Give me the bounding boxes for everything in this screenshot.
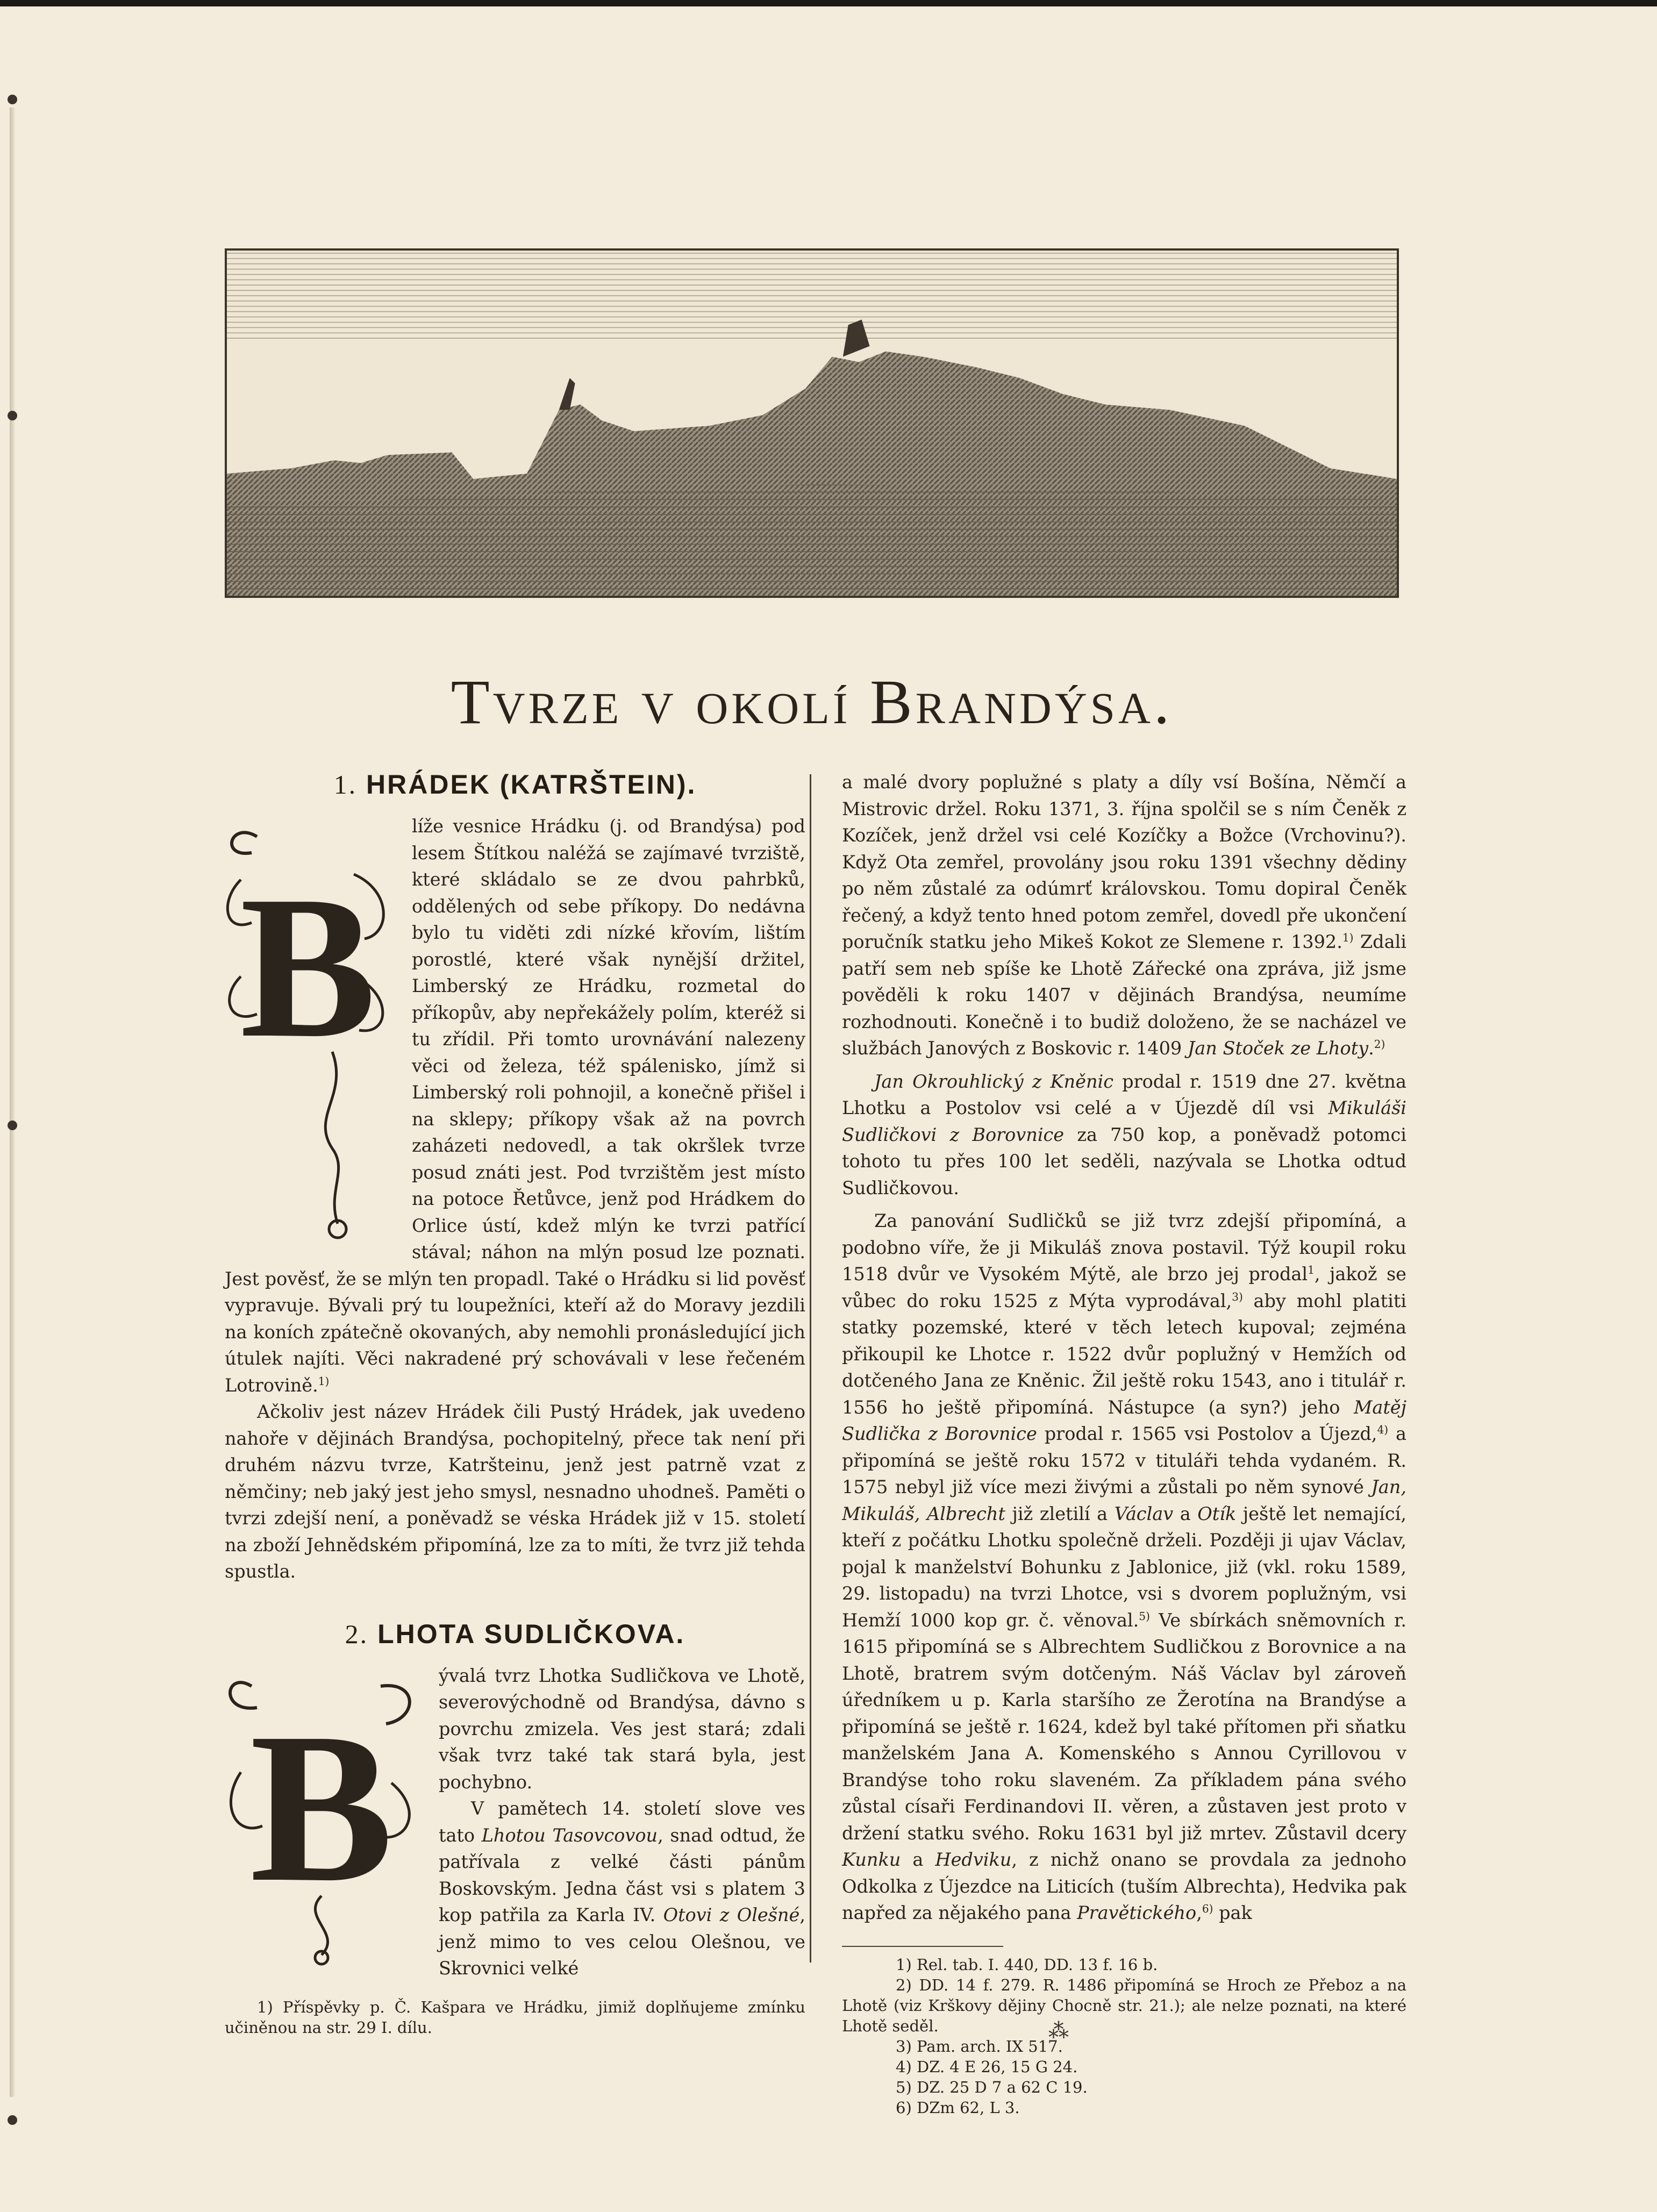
column-divider [810,774,811,1963]
footnote: 5) DZ. 25 D 7 a 62 C 19. [896,2078,1088,2096]
right-paragraph-1: a malé dvory poplužné s platy a díly vsí Bošína, Němčí a Mistrovic držel. Roku 1371, 3. října spolčil se s ním Čeněk z Kozíček, jenž držel vsi celé Kozíčky a Božce (Vrchovinu?). Když Ota zemřel, provolány jsou roku 1391 všechny dědiny po něm zůstalé za odúmrť královskou. Tomu dopiral Čeněk řečený, a když tento hned potom zemřel, dovedl pře ukončení poručník statku jeho Mikeš Kokot ze Slemene r. 1392.$^{1)}$ Zdali patří sem neb spíše ke Lhotě Zářecké ona zpráva, již jsme pověděli k roku 1407 v dějinách Brandýsa, neumíme rozhodnouti. Konečně i to budiž doloženo, že se nacházel ve službách Janových z Boskovic r. 1409 Jan Stoček ze Lhoty.$^{2)}$ [842,772,1406,1059]
castle-ruins-engraving [225,248,1399,598]
dropcap-section-1 [219,815,397,1240]
binding-hole [8,95,17,104]
right-footnotes [842,1954,1406,2118]
footnote: 4) DZ. 4 E 26, 15 G 24. [896,2057,1078,2076]
section-1-paragraph-1: líže vesnice Hrádku (j. od Brandýsa) pod lesem Štítkou naléžá se zajímavé tvrziště, které skládalo se ze dvou pahrbků, oddělených od sebe příkopy. Do nedávna bylo tu viděti zdi nízké křovím, lištím porostlé, které však nynější držitel, Limberský ze Hrádku, rozmetal do příkopův, aby nepřekážely polím, kteréž si tu zřídil. Při tomto urovnávání nalezeny věci od železa, též spálenisko, jímž si Limberský roli pohnojil, a konečně přišel i na sklepy; příkopy však až na povrch zaházeti nedovedl, a tak okršlek tvrze posud znáti jest. Pod tvrzištěm jest místo na potoce Řetůvce, jenž pod Hrádkem do Orlice ústí, kdež mlýn ke tvrzi patřící stával; náhon na mlýn posud lze poznati. Jest pověsť, že se mlýn ten propadl. Také o Hrádku si lid pověsť vypravuje. Bývali prý tu loupežníci, kteří až do Moravy jezdili na koních zpátečně okovaných, aby nemohli pronásledující jich útulek najíti. Věci nakradené prý schovávali v lese řečeném Lotrovině.$^{1)}$ [225,816,805,1396]
dropcap-section-2 [219,1665,424,1966]
dropcap-letter-b: B [249,1688,394,1926]
section-2-number: 2. [345,1618,369,1649]
footnote: 1) Příspěvky p. Č. Kašpara ve Hrádku, jimiž doplňujeme zmínku učiněnou na str. 29 I. dílu. [225,1997,805,2037]
section-1-number: 1. [333,769,358,800]
right-paragraph-2: Jan Okrouhlický z Kněnic prodal r. 1519 dne 27. května Lhotku a Postolov vsi celé a v Újezdě díl vsi Mikuláši Sudličkovi z Borovnice za 750 kop, a poněvadž potomci tohoto tu přes 100 let seděli, nazývala se Lhotka odtud Sudličkovou. [842,1071,1406,1198]
footnote: 3) Pam. arch. IX 517. [896,2037,1063,2056]
section-2-heading [225,1618,805,1650]
section-1-title: HRÁDEK (KATRŠTEIN). [366,769,697,800]
left-column [225,769,805,2038]
section-2-title: LHOTA SUDLIČKOVA. [377,1618,685,1649]
section-2-paragraph-1: ývalá tvrz Lhotka Sudličkova ve Lhotě, severovýchodně od Brandýsa, dávno s povrchu zmizela. Ves jest stará; zdali však tvrz také tak stará byla, jest pochybno. [439,1665,805,1793]
page-left-edge [10,108,15,2097]
binding-hole [8,411,17,420]
footnote: 1) Rel. tab. I. 440, DD. 13 f. 16 b. [896,1955,1158,1974]
page-top-edge [0,0,1657,6]
dropcap-letter-b: B [240,854,376,1080]
right-paragraph-3: Za panování Sudličků se již tvrz zdejší připomíná, a podobno víře, že ji Mikuláš znova postavil. Týž koupil roku 1518 dvůr ve Vysokém Mýtě, ale brzo jej prodal$^1$, jakož se vůbec do roku 1525 z Mýta vyprodával,$^{3)}$ aby mohl platiti statky pozemské, které v těch letech kupoval; zejména přikoupil ke Lhotce r. 1522 dvůr poplužný v Hemžích od dotčeného Jana ze Kněnic. Žil ještě roku 1543, ano i titulář r. 1556 ho ještě připomíná. Nástupce (a syn?) jeho Matěj Sudlička z Borovnice prodal r. 1565 vsi Postolov a Újezd,$^{4)}$ a připomíná se ještě roku 1572 v tituláři tehda vydaném. R. 1575 nebyl již více mezi živými a zůstali po něm synové Jan, Mikuláš, Albrecht již zletilí a Václav a Otík ještě let nemající, kteří z počátku Lhotku společně drželi. Později ji ujav Václav, pojal k manželství Bohunku z Jablonice, již (vkl. roku 1589, 29. listopadu) na tvrzi Lhotce, vsi s dvorem poplužným, vsi Hemží 1000 kop gr. č. věnoval.$^{5)}$ Ve sbírkách sněmovních r. 1615 připomíná se s Albrechtem Sudličkou z Borovnice a na Lhotě, bratrem svým dotčeným. Náš Václav byl zároveň úředníkem u p. Karla staršího ze Žerotína na Brandýse a připomíná se ještě r. 1624, kdež byl také přítomen při sňatku manželském Jana A. Komenského s Annou Cyrillovou v Brandýse toho roku slaveném. Za příkladem pána svého zůstal císaři Ferdinandovi II. věren, a zůstaven jest proto v držení statku svého. Roku 1631 byl již mrtev. Zůstavil dcery Kunku a Hedviku, z nichž onano se provdala za jednoho Odkolka z Újezdce na Liticích (tuším Albrechta), Hedvika pak napřed za nějakého pana Pravětického,$^{6)}$ pak [842,1210,1407,1923]
section-2-paragraph-2: V pamětech 14. století slove ves tato Lhotou Tasovcovou, snad odtud, že patřívala z velké části pánům Boskovským. Jedna část vsi s platem 3 kop patřila za Karla IV. Otovi z Olešné, jenž mimo to ves celou Olešnou, ve Skrovnici velké [439,1798,806,1979]
binding-hole [8,1121,17,1130]
section-1-heading [225,769,805,800]
binding-hole [8,2115,17,2125]
footnote: 6) DZm 62, L 3. [896,2098,1020,2117]
page-title: Tvrze v okolí Brandýsa. [451,667,1173,737]
section-1-paragraph-2: Ačkoliv jest název Hrádek čili Pustý Hrádek, jak uvedeno nahoře v dějinách Brandýsa, pochopitelný, přece tak není při druhém názvu tvrze, Katršteinu, jenž jest patrně vzat z němčiny; neb jaký jest jeho smysl, nesnadno uhodneš. Paměti o tvrzi zdejší není, a poněvadž se véska Hrádek již v 15. století na zboží Jehnědském připomíná, lze za to míti, že tvrz již tehda spustla. [225,1401,805,1582]
footnote: 2) DD. 14 f. 279. R. 1486 připomíná se Hroch ze Přeboz a na Lhotě (viz Krškovy dějiny Chocně str. 21.); ale nelze poznati, na které Lhotě seděl. [842,1975,1406,2035]
footnote-rule [842,1946,1003,1947]
right-column [842,769,1406,2118]
printer-ornament: ⁂ [1048,2019,1069,2043]
left-footnotes [225,1997,805,2038]
